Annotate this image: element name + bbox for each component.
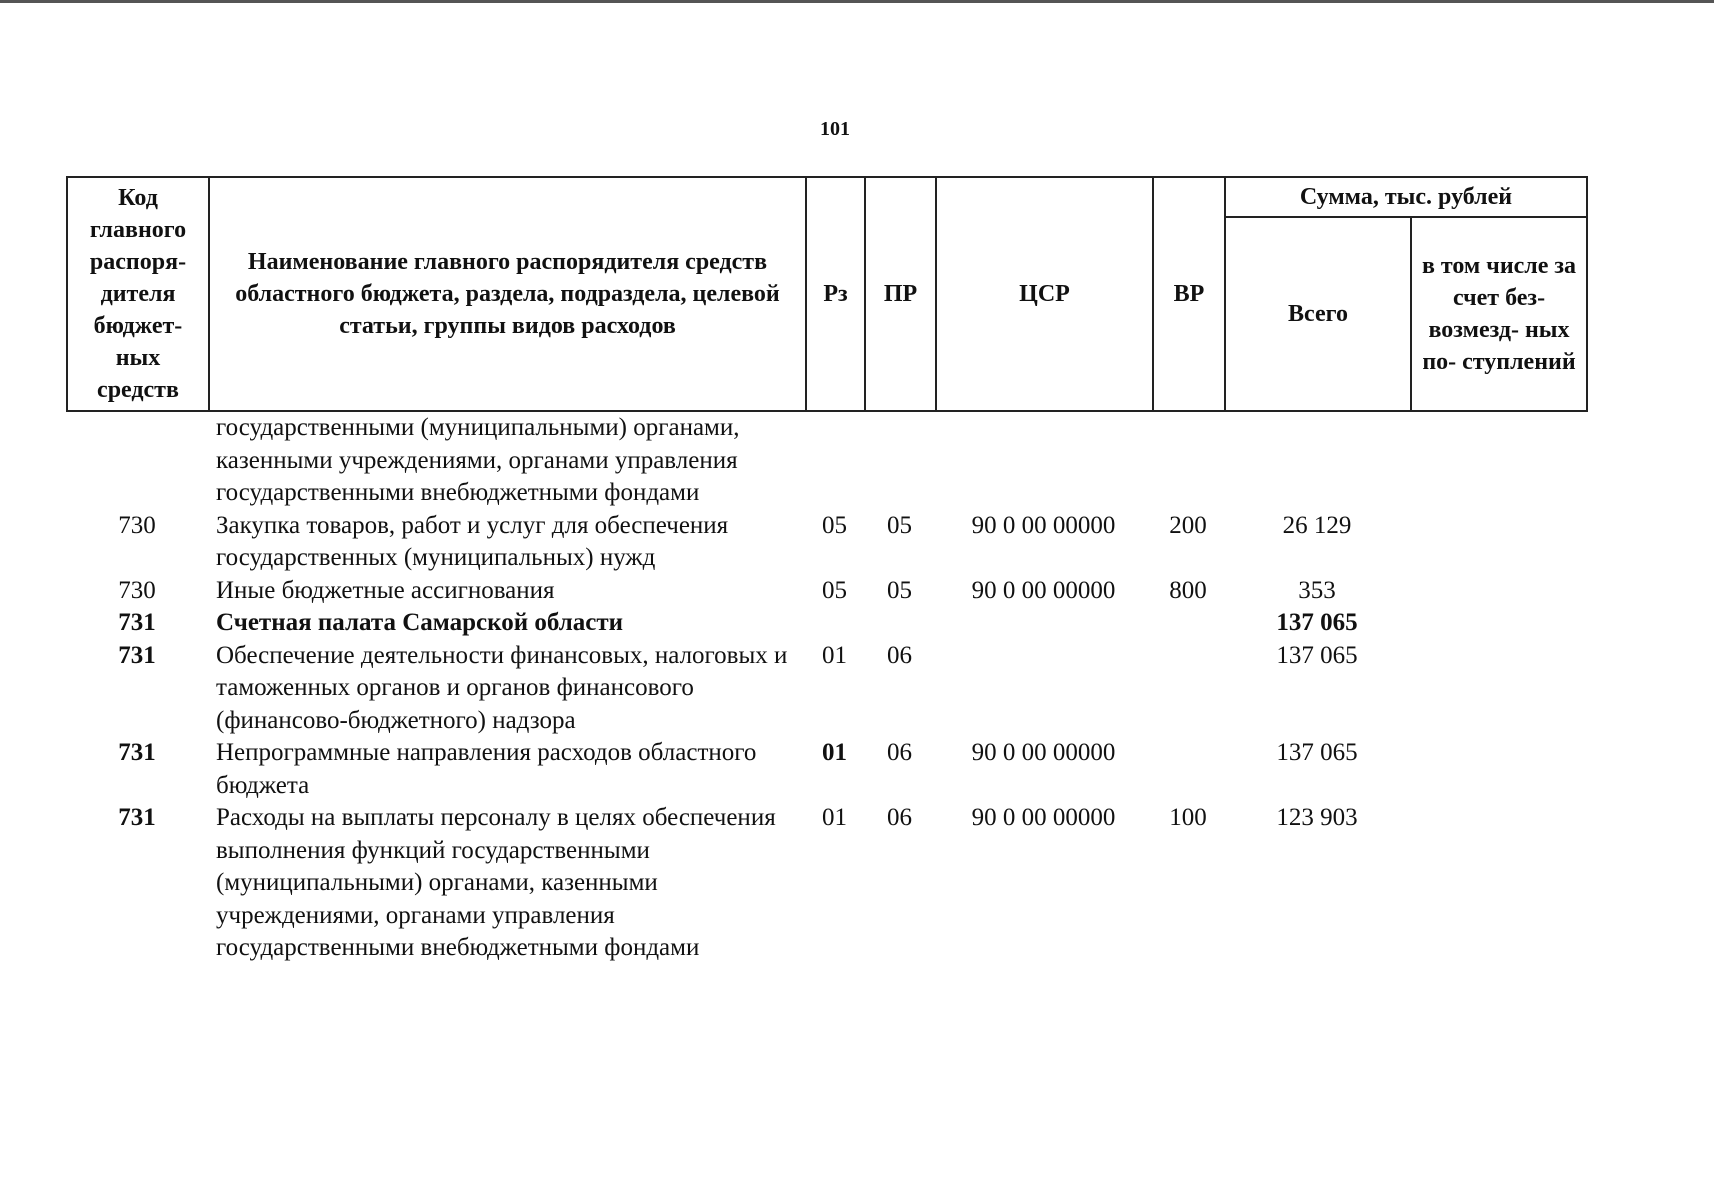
cell-free bbox=[1410, 575, 1586, 608]
cell-csr bbox=[935, 412, 1152, 510]
cell-total: 353 bbox=[1298, 576, 1336, 604]
cell-total: 26 129 bbox=[1282, 511, 1352, 539]
cell-pr: 06 bbox=[887, 804, 912, 831]
table-row bbox=[66, 510, 1586, 575]
cell-name: Обеспечение деятельности финансовых, налоговых и таможенных органов и органов финансового (финансово-бюджетного) надзора bbox=[216, 641, 788, 734]
header-pr: ПР bbox=[865, 177, 936, 411]
header-code: Код главного распоря- дителя бюджет- ных средств bbox=[67, 177, 209, 411]
cell-name: Счетная палата Самарской области bbox=[216, 609, 624, 636]
cell-vr: 200 bbox=[1169, 511, 1207, 539]
header-rz: Рз bbox=[806, 177, 865, 411]
cell-csr bbox=[935, 607, 1152, 640]
cell-code: 730 bbox=[118, 511, 156, 539]
cell-total bbox=[1224, 412, 1410, 510]
cell-rz bbox=[805, 412, 864, 510]
cell-name: Иные бюджетные ассигнования bbox=[216, 576, 555, 604]
cell-vr bbox=[1152, 412, 1224, 510]
cell-vr bbox=[1152, 640, 1224, 738]
cell-rz bbox=[805, 607, 864, 640]
table-body bbox=[66, 412, 1586, 965]
cell-code: 731 bbox=[118, 609, 156, 636]
header-vr: ВР bbox=[1153, 177, 1225, 411]
cell-free bbox=[1410, 510, 1586, 575]
cell-csr: 90 0 00 00000 bbox=[971, 576, 1116, 604]
cell-pr bbox=[864, 412, 935, 510]
cell-rz: 01 bbox=[822, 641, 847, 669]
cell-code: 731 bbox=[118, 739, 156, 766]
cell-name: государственными (муниципальными) органами, казенными учреждениями, органами управления государственными внебюджетными фондами bbox=[216, 414, 740, 506]
cell-pr: 06 bbox=[887, 739, 912, 766]
cell-vr bbox=[1152, 607, 1224, 640]
cell-rz: 01 bbox=[822, 804, 847, 831]
header-sum: Сумма, тыс. рублей bbox=[1225, 177, 1587, 217]
table-row-bold bbox=[66, 607, 1586, 640]
cell-total: 123 903 bbox=[1276, 804, 1358, 831]
cell-vr: 100 bbox=[1169, 804, 1207, 831]
cell-free bbox=[1410, 737, 1586, 802]
cell-rz: 01 bbox=[822, 739, 847, 766]
cell-csr: 90 0 00 00000 bbox=[971, 511, 1116, 539]
cell-pr bbox=[864, 607, 935, 640]
cell-code: 731 bbox=[118, 804, 156, 831]
cell-csr: 90 0 00 00000 bbox=[971, 739, 1116, 766]
cell-name: Непрограммные направления расходов областного бюджета bbox=[216, 739, 757, 799]
cell-csr: 90 0 00 00000 bbox=[971, 804, 1116, 831]
header-free: в том числе за счет без- возмезд- ных по- ступлений bbox=[1411, 217, 1587, 411]
page-number: 101 bbox=[820, 118, 850, 140]
cell-vr bbox=[1152, 737, 1224, 802]
cell-code: 730 bbox=[118, 576, 156, 604]
table-row bbox=[66, 412, 1586, 510]
cell-free bbox=[1410, 640, 1586, 738]
table-header bbox=[66, 176, 1588, 412]
table-row bbox=[66, 802, 1586, 965]
cell-pr: 05 bbox=[887, 576, 912, 604]
table-row bbox=[66, 640, 1586, 738]
cell-code: 731 bbox=[118, 641, 156, 669]
cell-name: Закупка товаров, работ и услуг для обеспечения государственных (муниципальных) нужд bbox=[216, 511, 729, 571]
cell-free bbox=[1410, 607, 1586, 640]
table-row bbox=[66, 737, 1586, 802]
cell-free bbox=[1410, 412, 1586, 510]
header-csr: ЦСР bbox=[936, 177, 1153, 411]
cell-pr: 06 bbox=[887, 641, 912, 669]
table-row bbox=[66, 575, 1586, 608]
cell-vr: 800 bbox=[1169, 576, 1207, 604]
cell-total: 137 065 bbox=[1276, 641, 1358, 669]
cell-rz: 05 bbox=[822, 576, 847, 604]
header-name: Наименование главного распорядителя средств областного бюджета, раздела, подраздела, целевой статьи, группы видов расходов bbox=[209, 177, 806, 411]
cell-pr: 05 bbox=[887, 511, 912, 539]
cell-free bbox=[1410, 802, 1586, 965]
header-total: Всего bbox=[1225, 217, 1411, 411]
cell-rz: 05 bbox=[822, 511, 847, 539]
cell-csr bbox=[935, 640, 1152, 738]
cell-name: Расходы на выплаты персоналу в целях обеспечения выполнения функций государственными (муниципальными) органами, казенными учреждениями, органами управления государственными внебюджетными фондами bbox=[216, 804, 776, 961]
top-border-line bbox=[0, 0, 1714, 3]
cell-code bbox=[66, 412, 208, 510]
cell-total: 137 065 bbox=[1276, 609, 1358, 636]
cell-total: 137 065 bbox=[1276, 739, 1358, 766]
